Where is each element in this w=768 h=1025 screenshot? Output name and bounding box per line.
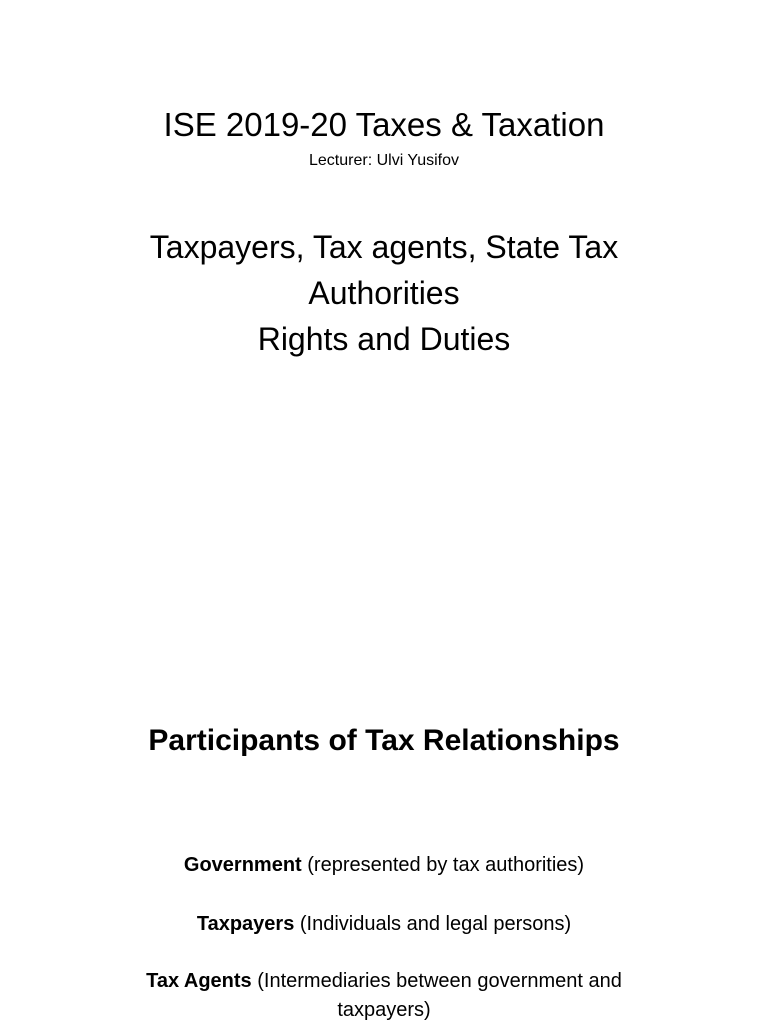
participant-item: [100, 910, 668, 939]
participant-item: [100, 851, 668, 880]
participant-description: (represented by tax authorities): [301, 854, 585, 876]
topic-line: Taxpayers, Tax agents, State Tax: [149, 229, 619, 265]
slide-title: Participants of Tax Relationships: [148, 724, 620, 757]
title-slide: [0, 0, 768, 420]
topic-line: Rights and Duties: [257, 321, 511, 357]
participant-term: Taxpayers: [196, 913, 295, 935]
participant-description: (Intermediaries between government and taxpayers): [251, 970, 622, 1021]
participant-term: Tax Agents: [146, 970, 252, 992]
course-title: ISE 2019-20 Taxes & Taxation: [163, 106, 605, 143]
participants-slide: [0, 690, 768, 1024]
lecture-topic: [60, 224, 708, 362]
topic-line: Authorities: [308, 275, 460, 311]
participant-item: [100, 967, 668, 1025]
participant-description: (Individuals and legal persons): [294, 913, 572, 935]
participant-term: Government: [183, 854, 302, 876]
lecturer-name: Lecturer: Ulvi Yusifov: [309, 152, 459, 169]
